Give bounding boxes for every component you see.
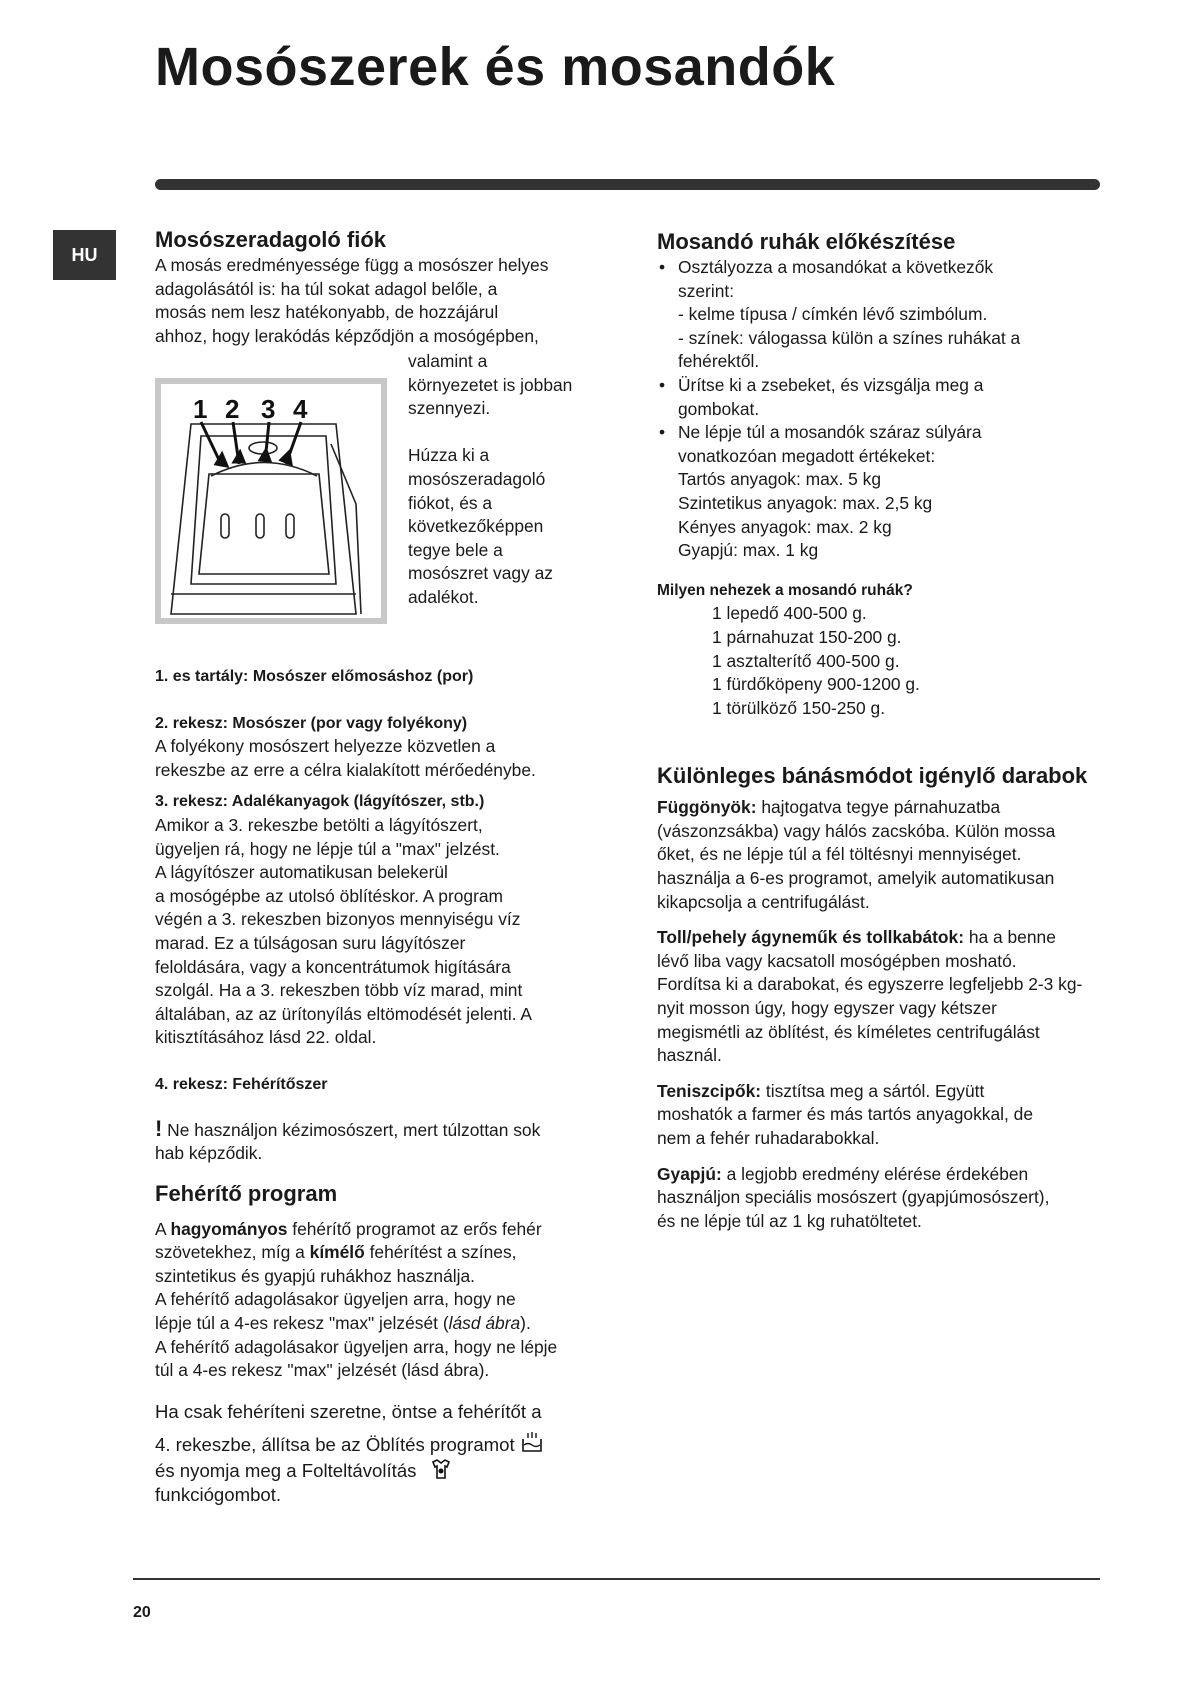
prep-list <box>657 256 1107 563</box>
side-line: szennyezi. <box>408 398 491 419</box>
shoes-line: nem a fehér ruhadarabokkal. <box>657 1128 880 1148</box>
curtains-line: (vászonzsákba) vagy hálós zacskóba. Külön mossa <box>657 820 1056 841</box>
side-spacer <box>408 421 608 445</box>
compartment-3-line: ügyeljen rá, hogy ne lépje túl a "max" jelzést. <box>155 838 500 859</box>
shoes-line: moshatók a farmer és más tartós anyagokkal, de <box>657 1104 1034 1125</box>
footer-rule <box>133 1578 1100 1580</box>
side-line: mosószeradagoló <box>408 468 546 489</box>
bleach-line: A hagyományos fehérítő programot az erős fehér <box>155 1218 542 1239</box>
down-line: megismétli az öblítést, és kíméletes centrifugálást <box>657 1021 1040 1042</box>
weight-item: 1 asztalterítő 400-500 g. <box>712 650 900 671</box>
intro-line: A mosás eredményessége függ a mosószer helyes <box>155 255 549 275</box>
bleach-line: szintetikus és gyapjú ruhákhoz használja. <box>155 1265 475 1286</box>
dispenser-side-text <box>408 350 608 610</box>
rinse-icon <box>520 1431 544 1453</box>
compartment-3-line: végén a 3. rekeszben bizonyos mennyiségu víz <box>155 909 521 930</box>
title-rule <box>155 179 1100 190</box>
down-para: Toll/pehely ágyneműk és tollkabátok: ha a benne <box>657 927 1056 948</box>
wool-para: Gyapjú: a legjobb eredmény elérése érdekében <box>657 1163 1029 1184</box>
figure-label: 1 <box>193 394 208 424</box>
shoes-para: Teniszcipők: tisztítsa meg a sártól. Együtt <box>657 1080 985 1101</box>
curtains-line: használja a 6-es programot, amelyik automatikusan <box>657 868 1055 889</box>
side-line: következőképpen <box>408 516 544 537</box>
intro-line: ahhoz, hogy lerakódás képződjön a mosógépben, <box>155 325 539 346</box>
bleach-only-line: Ha csak fehéríteni szeretne, öntse a fehérítőt a <box>155 1400 542 1422</box>
bleach-line: túl a 4-es rekesz "max" jelzését (lásd ábra). <box>155 1360 490 1381</box>
wool-line: és ne lépje túl az 1 kg ruhatöltetet. <box>657 1210 922 1231</box>
dispenser-heading: Mosószeradagoló fiók <box>155 227 387 252</box>
side-line: mosószret vagy az <box>408 563 553 584</box>
bleach-only-line: funkciógombot. <box>155 1483 282 1505</box>
dispenser-drawer-figure <box>155 378 387 624</box>
bleach-heading: Fehérítő program <box>155 1180 338 1206</box>
figure-label: 3 <box>261 394 276 424</box>
compartment-2-line: A folyékony mosószert helyezze közvetlen a <box>155 736 496 757</box>
side-line: környezetet is jobban <box>408 374 573 395</box>
side-panel <box>331 444 361 614</box>
figure-canvas <box>161 384 381 618</box>
list-item: • Ne lépje túl a mosandók száraz súlyára vonatkozóan megadott értékeket: Tartós anyagok: max. 5 kg Szintetikus anyagok: max. 2,5 kg Kényes anyagok: max. 2 kg Gyapjú: max. 1 kg <box>657 421 1107 563</box>
bleach-line: A fehérítő adagolásakor ügyeljen arra, hogy ne <box>155 1289 516 1310</box>
intro-line: mosás nem lesz hatékonyabb, de hozzájárul <box>155 302 499 323</box>
side-line: Húzza ki a <box>408 445 490 466</box>
compartment-4: 4. rekesz: Fehérítőszer <box>155 1075 328 1093</box>
curtains-line: őket, és ne lépje túl a fél töltésnyi mennyiséget. <box>657 844 1022 865</box>
curtains-line: kikapcsolja a centrifugálást. <box>657 891 870 912</box>
left-column <box>155 226 605 348</box>
compartment-3-line: a mosógépbe az utolsó öblítéskor. A program <box>155 885 504 906</box>
compartments-section <box>155 665 610 1507</box>
slot <box>286 514 294 538</box>
list-item: • Ürítse ki a zsebeket, és vizsgálja meg a gombokat. <box>657 374 1107 421</box>
figure-label: 2 <box>225 394 240 424</box>
warning-line: hab képződik. <box>155 1143 263 1164</box>
weight-item: 1 lepedő 400-500 g. <box>712 603 867 624</box>
drawer-illustration <box>161 384 381 618</box>
compartment-2-line: rekeszbe az erre a célra kialakított mérőedénybe. <box>155 759 536 780</box>
down-line: Fordítsa ki a darabokat, és egyszerre legfeljebb 2-3 kg- <box>657 974 1083 995</box>
compartment-3-line: szolgál. Ha a 3. rekeszben több víz marad, mint <box>155 980 523 1001</box>
slot <box>256 514 264 538</box>
compartment-1: 1. es tartály: Mosószer előmosáshoz (por) <box>155 668 474 685</box>
bleach-line: lépje túl a 4-es rekesz "max" jelzését (lásd ábra). <box>155 1313 531 1334</box>
down-line: lévő liba vagy kacsatoll mosógépben mosható. <box>657 950 1017 971</box>
language-tab <box>53 230 116 280</box>
bleach-line: szövetekhez, míg a kímélő fehérítést a színes, <box>155 1242 517 1263</box>
intro-line: adagolásától is: ha túl sokat adagol belőle, a <box>155 278 498 299</box>
page-number: 20 <box>133 1604 151 1621</box>
side-line: tegye bele a <box>408 539 503 560</box>
list-item: • Osztályozza a mosandókat a következők szerint: - kelme típusa / címkén lévő szimbólum. - színek: válogassa külön a színes ruhákat a fehérektől. <box>657 256 1107 374</box>
slot <box>221 514 229 538</box>
warning-line: Ne használjon kézimosószert, mert túlzottan sok <box>167 1119 541 1140</box>
compartment-3-line: Amikor a 3. rekeszbe betölti a lágyítószert, <box>155 814 483 835</box>
compartment-3-line: általában, az az ürítonyílás eltömodését jelenti. A <box>155 1003 533 1024</box>
side-line: fiókot, és a <box>408 492 493 513</box>
weight-item: 1 fürdőköpeny 900-1200 g. <box>712 674 920 695</box>
bleach-line: A fehérítő adagolásakor ügyeljen arra, hogy ne lépje <box>155 1336 558 1357</box>
weight-item: 1 párnahuzat 150-200 g. <box>712 626 902 647</box>
wool-line: használjon speciális mosószert (gyapjúmosószert), <box>657 1187 1050 1208</box>
compartment-3-line: A lágyítószer automatikusan belekerül <box>155 862 448 883</box>
figure-label: 4 <box>293 394 308 424</box>
bleach-only-line: és nyomja meg a Folteltávolítás <box>155 1459 417 1481</box>
warning-icon: ! <box>155 1115 163 1141</box>
down-line: használ. <box>657 1045 722 1066</box>
compartment-3-line: feloldására, vagy a koncentrátumok higítására <box>155 956 511 977</box>
language-tab-label: HU <box>71 244 98 265</box>
compartment-3-line: kitisztításához lásd 22. oldal. <box>155 1027 377 1048</box>
bleach-only-line: 4. rekeszbe, állítsa be az Öblítés programot <box>155 1433 515 1455</box>
right-column <box>657 228 1107 1233</box>
compartment-3-heading: 3. rekesz: Adalékanyagok (lágyítószer, stb.) <box>155 793 485 811</box>
prep-heading: Mosandó ruhák előkészítése <box>657 229 956 254</box>
side-line: adalékot. <box>408 586 479 607</box>
compartment-3-line: marad. Ez a túlságosan suru lágyítószer <box>155 932 466 953</box>
down-line: nyit mosson úgy, hogy egyszer vagy kétszer <box>657 998 997 1019</box>
side-line: valamint a <box>408 351 488 371</box>
weight-item: 1 törülköző 150-250 g. <box>712 697 886 718</box>
special-heading: Különleges bánásmódot igénylő darabok <box>657 763 1088 789</box>
page-title: Mosószerek és mosandók <box>155 37 836 97</box>
curtains-para: Függönyök: hajtogatva tegye párnahuzatba <box>657 797 1001 818</box>
compartment-2-heading: 2. rekesz: Mosószer (por vagy folyékony) <box>155 714 468 732</box>
weights-heading: Milyen nehezek a mosandó ruhák? <box>657 581 913 599</box>
stain-removal-icon <box>428 1457 454 1481</box>
